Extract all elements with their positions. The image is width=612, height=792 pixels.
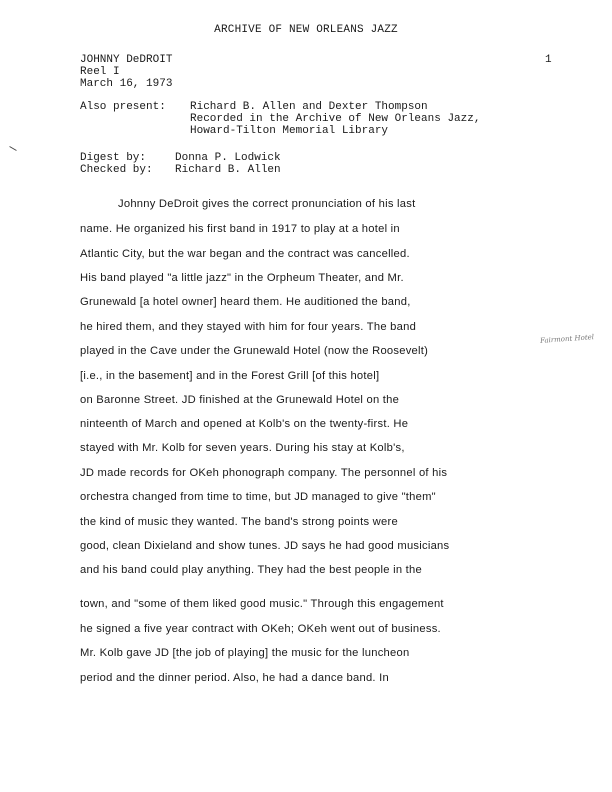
body-line: JD made records for OKeh phonograph company. The personnel of his: [80, 467, 448, 479]
body-line: on Baronne Street. JD finished at the Grunewald Hotel on the: [80, 394, 400, 406]
body-line: played in the Cave under the Grunewald Hotel (now the Roosevelt): [80, 345, 429, 357]
body-line: ninteenth of March and opened at Kolb's on the twenty-first. He: [80, 418, 409, 430]
also-present-label: Also present:: [80, 101, 166, 113]
body-line: [i.e., in the basement] and in the Forest Grill [of this hotel]: [80, 370, 380, 382]
body-line: Mr. Kolb gave JD [the job of playing] the music for the luncheon: [80, 647, 410, 659]
archive-title: ARCHIVE OF NEW ORLEANS JAZZ: [214, 24, 398, 36]
body-line: name. He organized his first band in 1917 to play at a hotel in: [80, 223, 400, 235]
reel-label: Reel I: [80, 66, 120, 78]
stray-pen-mark: [9, 146, 16, 151]
body-line: stayed with Mr. Kolb for seven years. During his stay at Kolb's,: [80, 442, 405, 454]
body-line: town, and "some of them liked good music." Through this engagement: [80, 598, 444, 610]
digest-by-value: Donna P. Lodwick: [175, 152, 281, 164]
body-line: Johnny DeDroit gives the correct pronunciation of his last: [118, 198, 416, 210]
body-line: he signed a five year contract with OKeh; OKeh went out of business.: [80, 623, 441, 635]
interview-header: [80, 54, 172, 90]
digest-by-row: [80, 152, 380, 164]
also-present-line: Richard B. Allen and Dexter Thompson: [190, 101, 428, 113]
body-line: the kind of music they wanted. The band's strong points were: [80, 516, 398, 528]
credits-section: [80, 152, 380, 176]
also-present-line: Recorded in the Archive of New Orleans Jazz,: [190, 113, 481, 125]
body-line: good, clean Dixieland and show tunes. JD says he had good musicians: [80, 540, 450, 552]
body-line: His band played "a little jazz" in the Orpheum Theater, and Mr.: [80, 272, 404, 284]
body-line: period and the dinner period. Also, he had a dance band. In: [80, 672, 389, 684]
body-line: Atlantic City, but the war began and the contract was cancelled.: [80, 248, 410, 260]
interviewee-name: JOHNNY DeDROIT: [80, 54, 173, 66]
checked-by-value: Richard B. Allen: [175, 164, 281, 176]
digest-by-label: Digest by:: [80, 152, 147, 164]
checked-by-label: Checked by:: [80, 164, 153, 176]
page-number: 1: [545, 54, 552, 66]
checked-by-row: [80, 164, 380, 176]
body-line: and his band could play anything. They had the best people in the: [80, 564, 422, 576]
body-line: he hired them, and they stayed with him for four years. The band: [80, 321, 417, 333]
also-present-details: [190, 101, 570, 137]
also-present-line: Howard-Tilton Memorial Library: [190, 125, 389, 137]
body-line: Grunewald [a hotel owner] heard them. He auditioned the band,: [80, 296, 411, 308]
handwritten-margin-note: Fairmont Hotel: [539, 333, 595, 345]
interview-date: March 16, 1973: [80, 78, 173, 90]
body-line: orchestra changed from time to time, but JD managed to give "them": [80, 491, 436, 503]
